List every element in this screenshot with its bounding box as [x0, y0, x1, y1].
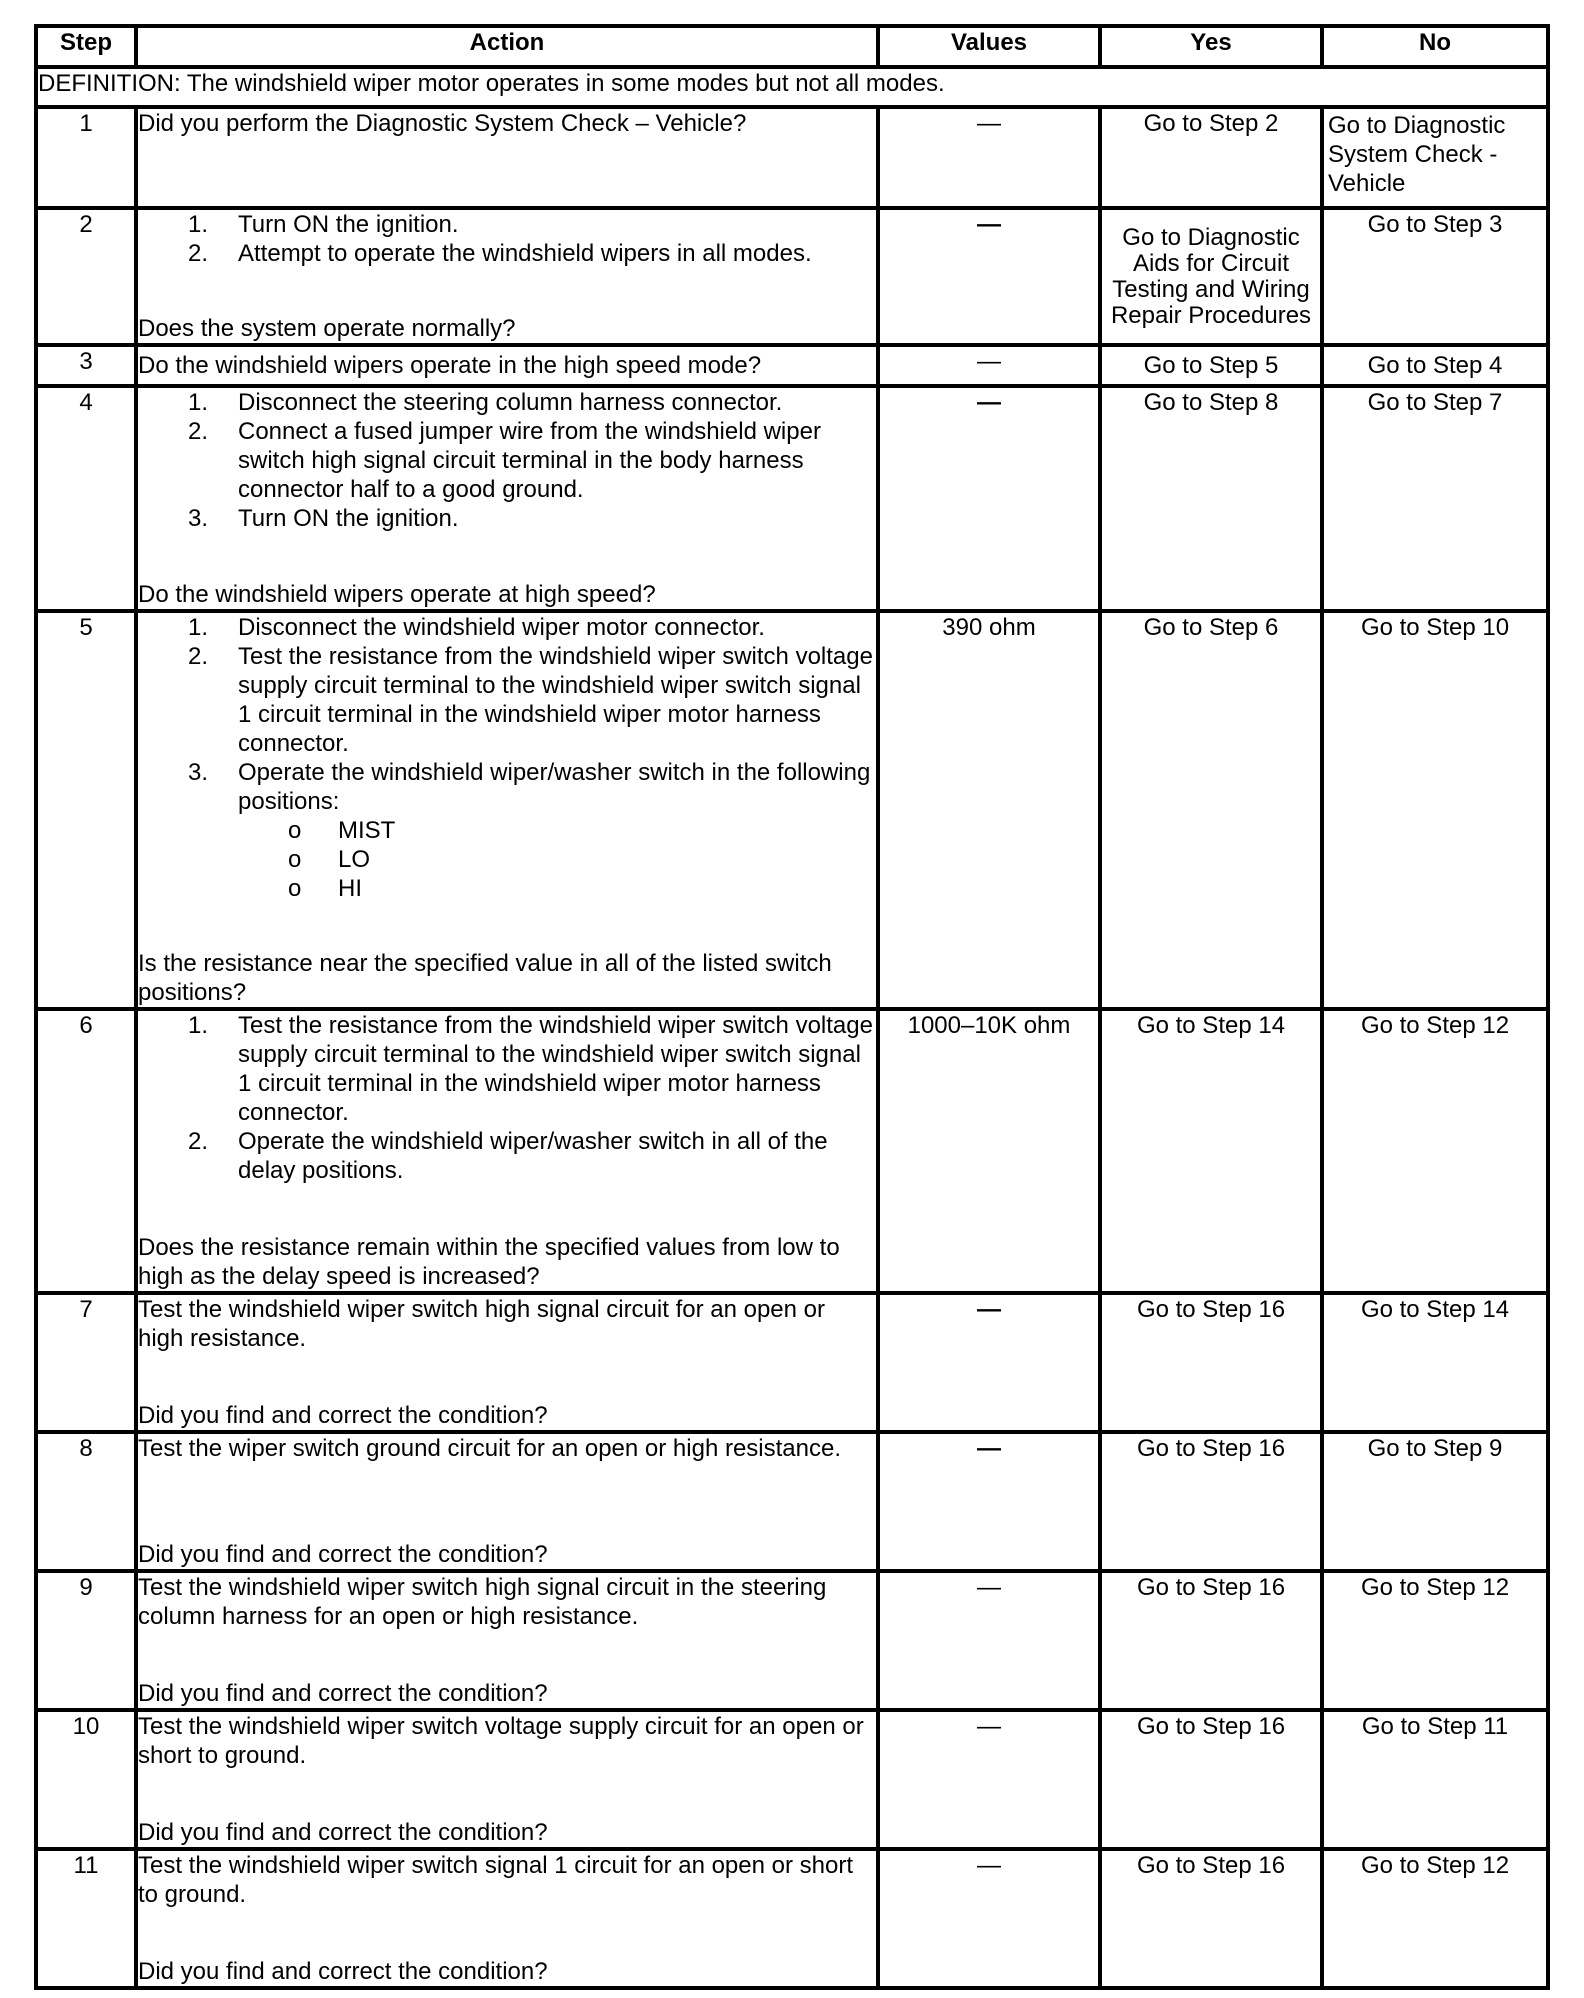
action-steps: [138, 210, 876, 268]
action-step: 2. Test the resistance from the windshield wiper switch voltage supply circuit terminal to the windshield wiper switch signal 1 circuit terminal in the windshield wiper motor harness connector.: [188, 643, 873, 757]
action-step: 1. Disconnect the steering column harness connector.: [188, 389, 783, 416]
value-cell: —: [878, 208, 1100, 345]
action-question: Did you find and correct the condition?: [138, 1958, 548, 1985]
action-steps: [138, 388, 876, 533]
value-cell: —: [878, 386, 1100, 611]
header-values: Values: [878, 26, 1100, 67]
yes-cell: Go to Step 16: [1100, 1432, 1322, 1571]
yes-cell: Go to Step 16: [1100, 1571, 1322, 1710]
switch-position: o MIST: [288, 817, 396, 844]
action-question: Did you perform the Diagnostic System Check – Vehicle?: [138, 110, 747, 137]
action-step: 3. Operate the windshield wiper/washer switch in the following positions:: [188, 759, 871, 815]
action-steps: [138, 1011, 876, 1185]
action-text: Test the windshield wiper switch voltage supply circuit for an open or short to ground.: [138, 1713, 864, 1769]
table-row: [36, 1571, 1548, 1710]
value-cell: —: [878, 1432, 1100, 1571]
no-cell: Go to Step 12: [1322, 1009, 1548, 1293]
yes-cell: Go to Step 2: [1100, 107, 1322, 208]
table-row: [36, 1009, 1548, 1293]
action-question: Does the resistance remain within the specified values from low to high as the delay speed is increased?: [138, 1234, 840, 1290]
step-number: 7: [36, 1293, 136, 1432]
action-question: Did you find and correct the condition?: [138, 1402, 548, 1429]
action-step: 1. Disconnect the windshield wiper motor connector.: [188, 614, 765, 641]
switch-position: o LO: [288, 846, 371, 873]
yes-cell: Go to Step 14: [1100, 1009, 1322, 1293]
switch-positions: [138, 816, 876, 903]
step-number: 3: [36, 345, 136, 386]
action-step: 1. Turn ON the ignition.: [188, 211, 459, 238]
yes-cell: Go to Diagnostic Aids for Circuit Testing and Wiring Repair Procedures: [1100, 208, 1322, 345]
table-row: [36, 1710, 1548, 1849]
value-cell: —: [878, 345, 1100, 386]
value-cell: —: [878, 1571, 1100, 1710]
table-row: [36, 345, 1548, 386]
yes-cell: Go to Step 16: [1100, 1849, 1322, 1988]
no-cell: Go to Diagnostic System Check - Vehicle: [1322, 107, 1548, 208]
step-number: 9: [36, 1571, 136, 1710]
action-step: 2. Attempt to operate the windshield wipers in all modes.: [188, 240, 812, 267]
table-row: [36, 1432, 1548, 1571]
no-cell: Go to Step 9: [1322, 1432, 1548, 1571]
diagnostic-table: [34, 24, 1550, 1990]
action-question: Do the windshield wipers operate at high speed?: [138, 581, 656, 608]
definition-text: DEFINITION: The windshield wiper motor operates in some modes but not all modes.: [36, 67, 1548, 107]
action-cell: [136, 1432, 878, 1571]
yes-cell: Go to Step 16: [1100, 1293, 1322, 1432]
action-step: 1. Test the resistance from the windshield wiper switch voltage supply circuit terminal to the windshield wiper switch signal 1 circuit terminal in the windshield wiper motor harness connector.: [188, 1012, 873, 1126]
action-text: Test the windshield wiper switch signal 1 circuit for an open or short to ground.: [138, 1852, 854, 1908]
yes-cell: Go to Step 8: [1100, 386, 1322, 611]
action-step: 2. Connect a fused jumper wire from the windshield wiper switch high signal circuit terminal in the body harness connector half to a good ground.: [188, 418, 821, 503]
no-cell: Go to Step 7: [1322, 386, 1548, 611]
table-row: [36, 611, 1548, 1009]
action-question: Is the resistance near the specified value in all of the listed switch positions?: [138, 950, 832, 1006]
action-step: 3. Turn ON the ignition.: [188, 505, 459, 532]
action-cell: [136, 1571, 878, 1710]
step-number: 2: [36, 208, 136, 345]
no-cell: Go to Step 4: [1322, 345, 1548, 386]
value-cell: —: [878, 1849, 1100, 1988]
table-row: [36, 107, 1548, 208]
action-cell: [136, 1849, 878, 1988]
header-action: Action: [136, 26, 878, 67]
action-cell: [136, 1293, 878, 1432]
no-cell: Go to Step 14: [1322, 1293, 1548, 1432]
definition-row: [36, 67, 1548, 107]
table-row: [36, 208, 1548, 345]
action-text: Test the windshield wiper switch high signal circuit for an open or high resistance.: [138, 1296, 826, 1352]
header-no: No: [1322, 26, 1548, 67]
action-question: Did you find and correct the condition?: [138, 1680, 548, 1707]
step-number: 6: [36, 1009, 136, 1293]
action-step: 2. Operate the windshield wiper/washer switch in all of the delay positions.: [188, 1128, 828, 1184]
value-cell: —: [878, 1293, 1100, 1432]
yes-cell: Go to Step 6: [1100, 611, 1322, 1009]
step-number: 5: [36, 611, 136, 1009]
action-cell: [136, 1009, 878, 1293]
value-cell: —: [878, 107, 1100, 208]
action-cell: [136, 386, 878, 611]
action-cell: [136, 1710, 878, 1849]
yes-cell: Go to Step 5: [1100, 345, 1322, 386]
action-cell: [136, 345, 878, 386]
action-question: Do the windshield wipers operate in the high speed mode?: [138, 352, 762, 379]
header-row: [36, 26, 1548, 67]
value-cell: 1000–10K ohm: [878, 1009, 1100, 1293]
table-row: [36, 386, 1548, 611]
action-text: Test the wiper switch ground circuit for an open or high resistance.: [138, 1435, 842, 1462]
no-cell: Go to Step 12: [1322, 1849, 1548, 1988]
action-steps: [138, 613, 876, 816]
step-number: 11: [36, 1849, 136, 1988]
action-cell: [136, 208, 878, 345]
action-question: Did you find and correct the condition?: [138, 1541, 548, 1568]
action-question: Does the system operate normally?: [138, 315, 516, 342]
switch-position: o HI: [288, 875, 362, 902]
no-cell: Go to Step 10: [1322, 611, 1548, 1009]
header-yes: Yes: [1100, 26, 1322, 67]
table-row: [36, 1293, 1548, 1432]
action-text: Test the windshield wiper switch high signal circuit in the steering column harness for an open or high resistance.: [138, 1574, 827, 1630]
step-number: 10: [36, 1710, 136, 1849]
action-cell: [136, 611, 878, 1009]
value-cell: 390 ohm: [878, 611, 1100, 1009]
header-step: Step: [36, 26, 136, 67]
action-cell: [136, 107, 878, 208]
no-cell: Go to Step 3: [1322, 208, 1548, 345]
yes-cell: Go to Step 16: [1100, 1710, 1322, 1849]
table-row: [36, 1849, 1548, 1988]
action-question: Did you find and correct the condition?: [138, 1819, 548, 1846]
step-number: 8: [36, 1432, 136, 1571]
step-number: 4: [36, 386, 136, 611]
no-cell: Go to Step 12: [1322, 1571, 1548, 1710]
value-cell: —: [878, 1710, 1100, 1849]
no-cell: Go to Step 11: [1322, 1710, 1548, 1849]
step-number: 1: [36, 107, 136, 208]
